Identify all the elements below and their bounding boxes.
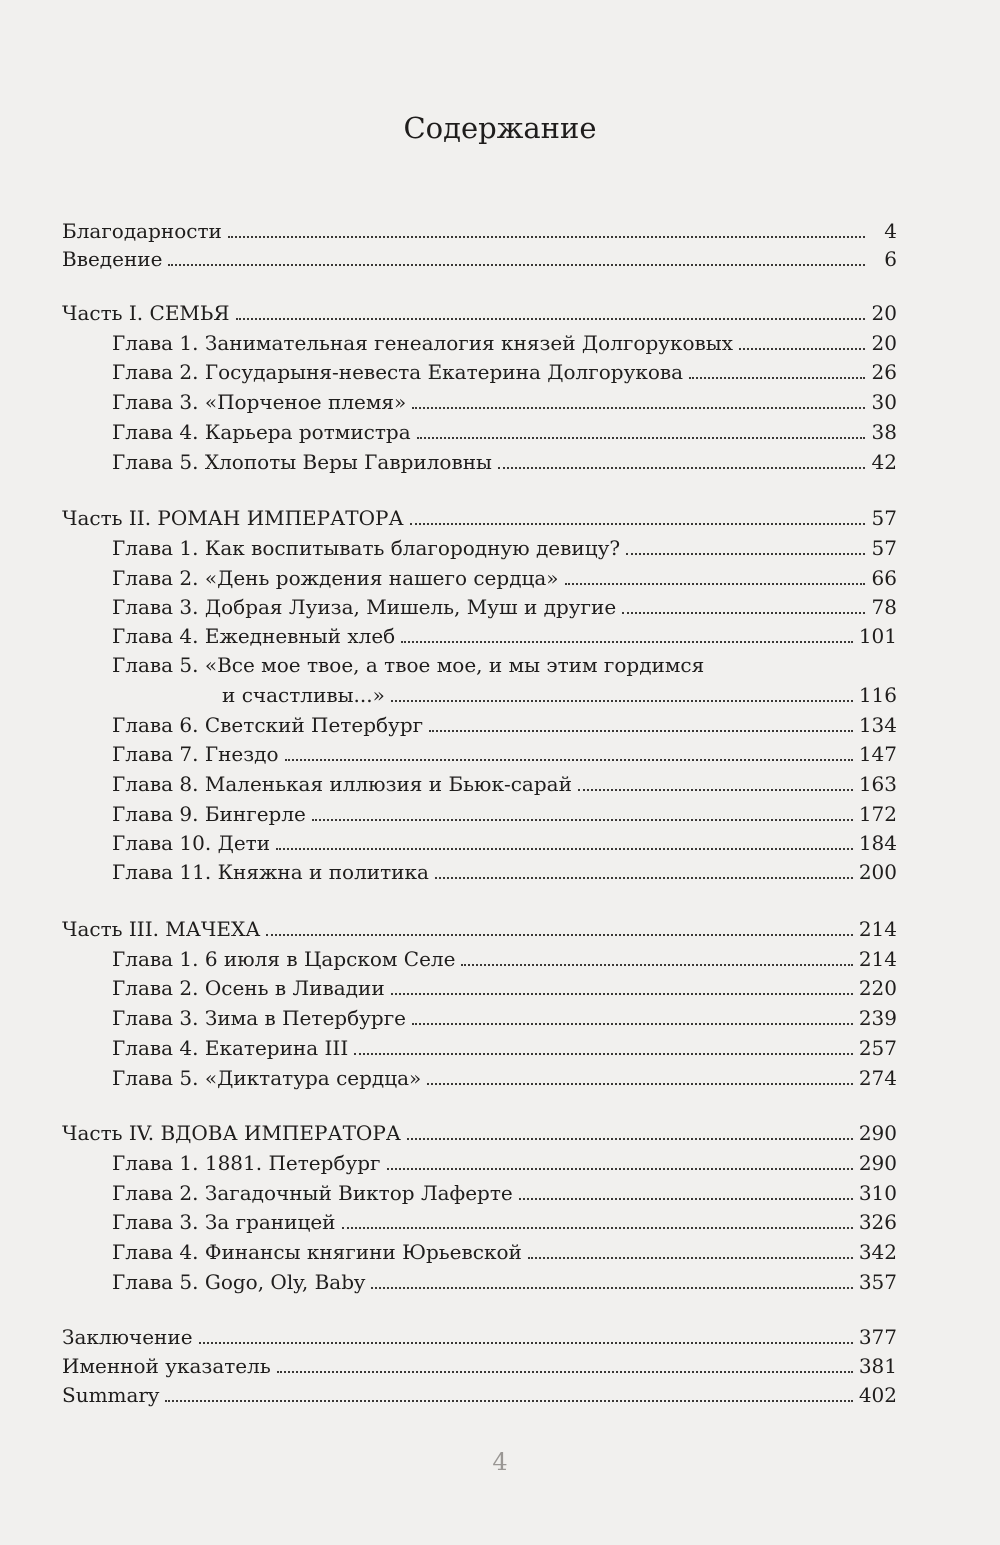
toc-page-number: 357 (858, 1270, 897, 1294)
toc-page-number: 220 (858, 976, 897, 1000)
leader-dots (519, 1198, 853, 1200)
toc-entry-label: Глава 11. Княжна и политика (112, 860, 429, 884)
toc-entry-summary[interactable] (62, 1380, 897, 1408)
leader-dots (391, 700, 853, 702)
toc-entry-label: Благодарности (62, 219, 222, 243)
toc-page-number: 57 (871, 536, 897, 560)
toc-page-number: 342 (858, 1240, 897, 1264)
toc-page-number: 402 (858, 1383, 897, 1407)
toc-chapter-continuation[interactable] (222, 680, 897, 708)
toc-entry-name-index[interactable] (62, 1351, 897, 1379)
toc-chapter[interactable] (112, 1003, 897, 1031)
toc-page-number: 101 (858, 624, 897, 648)
toc-chapter[interactable] (112, 1178, 897, 1206)
leader-dots (236, 318, 865, 320)
leader-dots (578, 789, 853, 791)
toc-page-number: 290 (858, 1151, 897, 1175)
toc-entry-label: и счастливы...» (222, 683, 385, 707)
toc-entry-label: Глава 9. Бингерле (112, 802, 306, 826)
toc-entry-label: Именной указатель (62, 1354, 271, 1378)
toc-entry-label: Глава 5. Хлопоты Веры Гавриловны (112, 450, 492, 474)
toc-entry-label: Глава 5. «Диктатура сердца» (112, 1066, 422, 1090)
leader-dots (412, 407, 865, 409)
toc-entry-acknowledgements[interactable] (62, 216, 897, 244)
toc-chapter[interactable] (112, 592, 897, 620)
leader-dots (371, 1287, 853, 1289)
toc-chapter[interactable] (112, 739, 897, 767)
leader-dots (165, 1400, 853, 1402)
leader-dots (387, 1168, 853, 1170)
page-folio-number: 4 (492, 1448, 508, 1476)
toc-page-number: 377 (858, 1325, 897, 1349)
toc-entry-label: Глава 2. Загадочный Виктор Лаферте (112, 1181, 513, 1205)
toc-chapter[interactable] (112, 710, 897, 738)
toc-chapter[interactable] (112, 621, 897, 649)
leader-dots (461, 964, 852, 966)
toc-page-number: 30 (871, 390, 897, 414)
toc-chapter[interactable] (112, 828, 897, 856)
leader-dots (626, 553, 865, 555)
toc-chapter[interactable] (112, 973, 897, 1001)
toc-page-number: 42 (871, 450, 897, 474)
toc-entry-label: Глава 5. «Все мое твое, а твое мое, и мы этим гордимся (112, 653, 705, 677)
toc-entry-label: Часть II. РОМАН ИМПЕРАТОРА (62, 506, 404, 530)
toc-chapter[interactable] (112, 357, 897, 385)
toc-part-1[interactable] (62, 298, 897, 326)
leader-dots (312, 819, 853, 821)
leader-dots (410, 523, 865, 525)
toc-entry-label: Глава 1. Занимательная генеалогия князей Долгоруковых (112, 331, 734, 355)
toc-page-number: 20 (871, 301, 897, 325)
toc-entry-label: Глава 4. Екатерина III (112, 1036, 349, 1060)
toc-page-number: 26 (871, 360, 897, 384)
toc-page-number: 4 (884, 219, 897, 243)
toc-entry-conclusion[interactable] (62, 1322, 897, 1350)
leader-dots (528, 1257, 853, 1259)
leader-dots (498, 467, 865, 469)
toc-page-number: 172 (858, 802, 897, 826)
leader-dots (401, 641, 853, 643)
toc-entry-label: Глава 2. Осень в Ливадии (112, 976, 385, 1000)
toc-page-number: 38 (871, 420, 897, 444)
toc-chapter[interactable] (112, 857, 897, 885)
toc-entry-label: Глава 5. Gogo, Oly, Baby (112, 1270, 366, 1294)
toc-chapter[interactable] (112, 447, 897, 475)
toc-chapter[interactable] (112, 417, 897, 445)
toc-entry-label: Введение (62, 247, 163, 271)
toc-chapter[interactable] (112, 1148, 897, 1176)
leader-dots (285, 759, 853, 761)
leader-dots (429, 730, 853, 732)
leader-dots (277, 1371, 853, 1373)
toc-page-number: 20 (871, 331, 897, 355)
toc-page-number: 214 (858, 917, 897, 941)
leader-dots (622, 612, 865, 614)
toc-page-number: 66 (871, 566, 897, 590)
leader-dots (427, 1083, 853, 1085)
toc-page-number: 147 (858, 742, 897, 766)
toc-entry-label: Глава 3. Добрая Луиза, Мишель, Муш и другие (112, 595, 617, 619)
toc-part-2[interactable] (62, 503, 897, 531)
toc-entry-label: Часть III. МАЧЕХА (62, 917, 261, 941)
toc-page-number: 310 (858, 1181, 897, 1205)
leader-dots (199, 1342, 853, 1344)
toc-entry-label: Глава 4. Карьера ротмистра (112, 420, 411, 444)
toc-entry-label: Часть I. СЕМЬЯ (62, 301, 230, 325)
toc-chapter[interactable] (112, 1207, 897, 1235)
toc-page-number: 116 (858, 683, 897, 707)
toc-entry-label: Заключение (62, 1325, 193, 1349)
toc-page-number: 326 (858, 1210, 897, 1234)
toc-page-number: 200 (858, 860, 897, 884)
leader-dots (168, 264, 865, 266)
toc-page-number: 6 (884, 247, 897, 271)
toc-entry-label: Глава 3. За границей (112, 1210, 336, 1234)
leader-dots (739, 348, 865, 350)
toc-entry-label: Глава 4. Ежедневный хлеб (112, 624, 396, 648)
toc-chapter[interactable] (112, 650, 897, 678)
toc-page-number: 290 (858, 1121, 897, 1145)
toc-entry-label: Summary (62, 1383, 160, 1407)
toc-entry-introduction[interactable] (62, 244, 897, 272)
toc-entry-label: Глава 3. Зима в Петербурге (112, 1006, 407, 1030)
toc-entry-label: Глава 10. Дети (112, 831, 271, 855)
toc-chapter[interactable] (112, 533, 897, 561)
toc-chapter[interactable] (112, 563, 897, 591)
toc-entry-label: Глава 1. Как воспитывать благородную девицу? (112, 536, 621, 560)
toc-chapter[interactable] (112, 1237, 897, 1265)
leader-dots (391, 993, 853, 995)
leader-dots (276, 848, 853, 850)
toc-chapter[interactable] (112, 328, 897, 356)
leader-dots (689, 377, 865, 379)
toc-entry-label: Глава 2. «День рождения нашего сердца» (112, 566, 559, 590)
toc-entry-label: Глава 8. Маленькая иллюзия и Бьюк-сарай (112, 772, 572, 796)
page-title: Содержание (403, 111, 597, 145)
leader-dots (435, 877, 853, 879)
toc-chapter[interactable] (112, 769, 897, 797)
toc-entry-label: Глава 4. Финансы княгини Юрьевской (112, 1240, 522, 1264)
toc-entry-label: Глава 7. Гнездо (112, 742, 279, 766)
toc-entry-label: Глава 1. 1881. Петербург (112, 1151, 381, 1175)
toc-page-number: 257 (858, 1036, 897, 1060)
toc-chapter[interactable] (112, 799, 897, 827)
toc-entry-label: Часть IV. ВДОВА ИМПЕРАТОРА (62, 1121, 401, 1145)
toc-page-number: 184 (858, 831, 897, 855)
leader-dots (354, 1053, 853, 1055)
toc-part-4[interactable] (62, 1118, 897, 1146)
toc-page-number: 163 (858, 772, 897, 796)
toc-entry-label: Глава 3. «Порченое племя» (112, 390, 407, 414)
toc-entry-label: Глава 6. Светский Петербург (112, 713, 424, 737)
toc-entry-label: Глава 2. Государыня-невеста Екатерина Долгорукова (112, 360, 684, 384)
leader-dots (342, 1227, 853, 1229)
toc-chapter[interactable] (112, 1063, 897, 1091)
leader-dots (407, 1138, 853, 1140)
toc-entry-label: Глава 1. 6 июля в Царском Селе (112, 947, 456, 971)
toc-page-number: 214 (858, 947, 897, 971)
toc-page-number: 134 (858, 713, 897, 737)
toc-page-number: 239 (858, 1006, 897, 1030)
toc-page-number: 274 (858, 1066, 897, 1090)
toc-chapter[interactable] (112, 387, 897, 415)
leader-dots (412, 1023, 853, 1025)
toc-chapter[interactable] (112, 1033, 897, 1061)
toc-part-3[interactable] (62, 914, 897, 942)
toc-chapter[interactable] (112, 944, 897, 972)
leader-dots (228, 236, 865, 238)
toc-page-number: 381 (858, 1354, 897, 1378)
toc-page-number: 78 (871, 595, 897, 619)
leader-dots (417, 437, 865, 439)
toc-page-number: 57 (871, 506, 897, 530)
leader-dots (565, 583, 865, 585)
toc-chapter[interactable] (112, 1267, 897, 1295)
leader-dots (266, 934, 852, 936)
